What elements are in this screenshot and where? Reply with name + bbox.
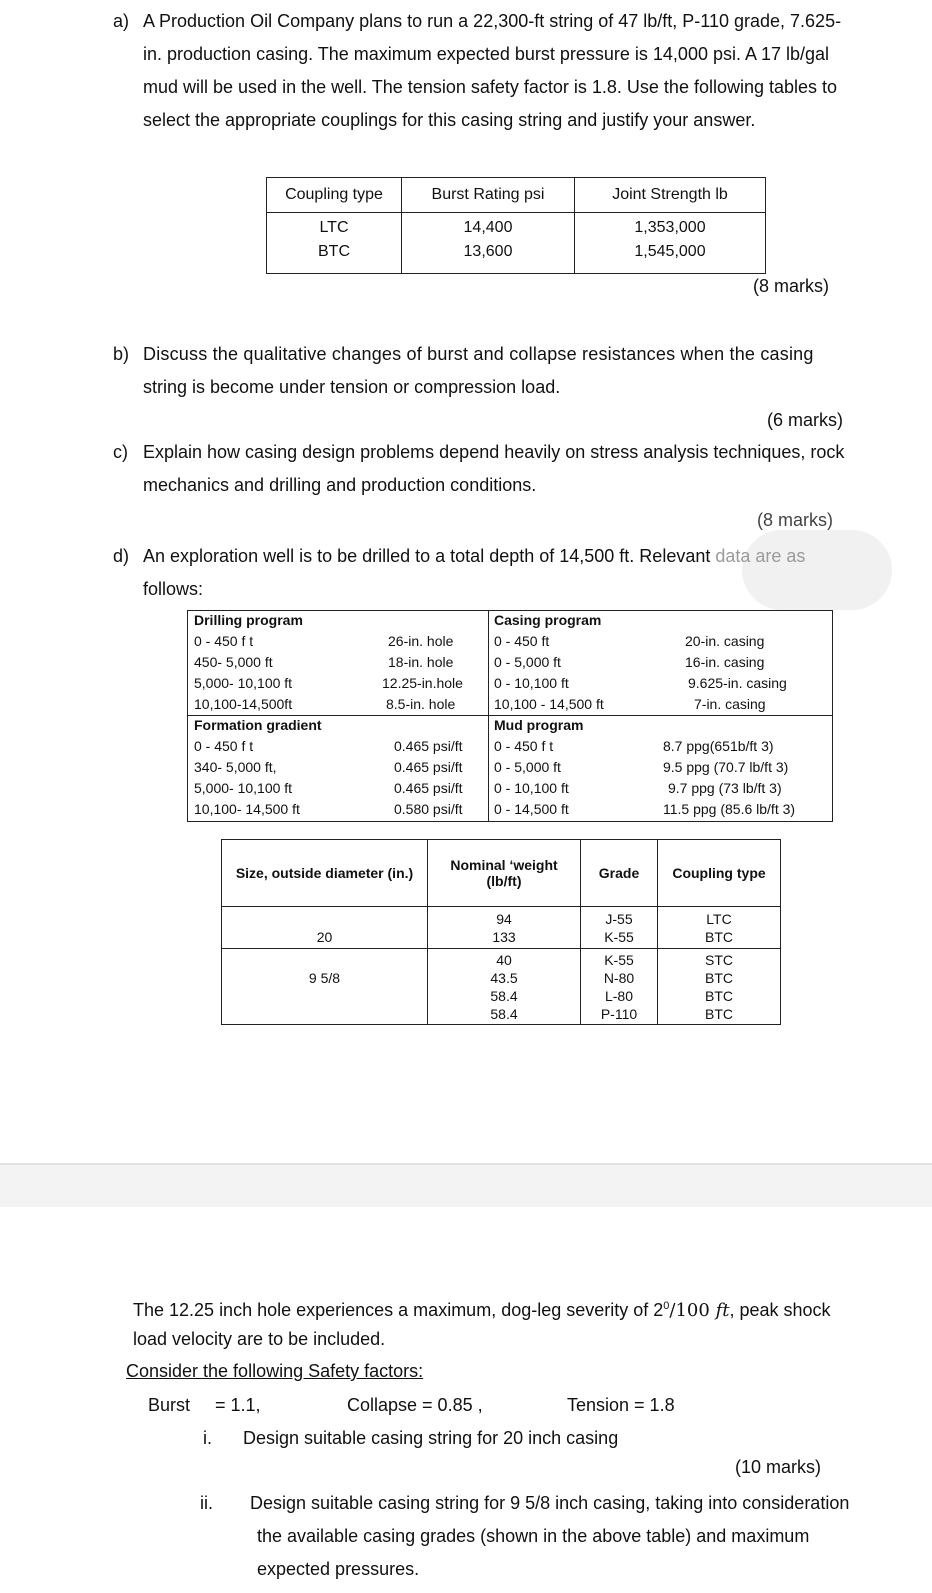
casing-interval: 0 - 450 ft [494,633,550,649]
question-c-marks: (8 marks) [757,510,833,530]
formation-gradient: 0.580 psi/ft [394,801,463,817]
item-ii-line: Design suitable casing string for 9 5/8 inch casing, taking into consideration [250,1493,850,1513]
coupling-cell: BTC [705,970,733,986]
casing-program-title: Casing program [494,612,602,628]
item-i-label: i. [203,1428,212,1448]
casing-size: 20-in. casing [685,633,765,649]
coupling-table-cell: LTC [267,213,402,244]
dogleg-unit: ft [715,1300,730,1321]
safety-factors-heading: Consider the following Safety factors: [126,1361,424,1381]
mud-weight: 9.5 ppg (70.7 lb/ft 3) [663,759,789,775]
question-a-line: select the appropriate couplings for this casing string and justify your answer. [143,110,756,130]
well-program-table [187,610,833,822]
question-b-marks: (6 marks) [767,410,843,430]
grade-cell: K-55 [604,929,634,945]
item-ii-line: the available casing grades (shown in the above table) and maximum [257,1526,810,1546]
tension-factor: Tension = 1.8 [567,1395,675,1415]
mud-weight: 11.5 ppg (85.6 lb/ft 3) [663,801,796,817]
hole-size: 12.25-in.hole [382,675,463,691]
dogleg-text-part: /100 [669,1300,716,1321]
shock-load-text: load velocity are to be included. [133,1329,386,1349]
coupling-cell: BTC [705,929,733,945]
weight-cell: 94 [496,911,512,927]
formation-gradient: 0.465 psi/ft [394,780,463,796]
coupling-cell: BTC [705,988,733,1004]
dogleg-text [133,1290,831,1327]
weight-cell: 40 [496,952,512,968]
coupling-table-cell: BTC [267,243,402,274]
coupling-table-header: Joint Strength lb [575,178,766,213]
item-i-marks: (10 marks) [735,1457,822,1477]
dogleg-superscript: 0 [663,1300,670,1312]
formation-interval: 5,000- 10,100 ft [194,780,293,796]
hole-size: 26-in. hole [388,633,454,649]
drilling-program-title: Drilling program [194,612,303,628]
coupling-table-cell: 13,600 [402,243,575,274]
page-break-divider [0,1163,932,1207]
weight-cell: 58.4 [490,1006,518,1022]
grade-cell: L-80 [604,988,634,1004]
coupling-table [266,177,766,274]
formation-interval: 340- 5,000 ft, [194,759,277,775]
formation-interval: 10,100- 14,500 ft [194,801,300,817]
weight-cell: 43.5 [490,970,518,986]
drilling-interval: 5,000- 10,100 ft [194,675,293,691]
grade-cell: P-110 [600,1006,638,1022]
casing-size: 7-in. casing [694,696,766,712]
casing-interval: 0 - 10,100 ft [494,675,569,691]
grade-cell: J-55 [605,911,633,927]
formation-interval: 0 - 450 f t [194,738,254,754]
question-a [113,5,903,137]
burst-label: Burst [148,1395,191,1415]
question-c-line: Explain how casing design problems depend heavily on stress analysis techniques, rock [143,442,845,462]
drilling-interval: 0 - 450 f t [194,633,254,649]
question-b-line: Discuss the qualitative changes of burst and collapse resistances when the casing [143,344,814,364]
coupling-cell: LTC [706,911,732,927]
casing-table-header: Grade [581,840,658,907]
casing-data-table [221,839,781,1025]
drilling-interval: 450- 5,000 ft [194,654,273,670]
question-c-line: mechanics and drilling and production conditions. [143,475,537,495]
grade-cell: K-55 [604,952,634,968]
question-c [113,436,903,502]
coupling-cell: STC [705,952,733,968]
mud-interval: 0 - 5,000 ft [494,759,561,775]
casing-size-cell: 9 5/8 [308,970,341,986]
question-b [113,338,903,404]
coupling-table-cell: 14,400 [402,213,575,244]
casing-size: 9.625-in. casing [688,675,787,691]
question-c-label: c) [113,442,128,462]
question-b-label: b) [113,344,130,364]
dogleg-text-part: , peak shock [729,1300,831,1320]
question-a-line: in. production casing. The maximum expected burst pressure is 14,000 psi. A 17 lb/gal [143,44,830,64]
question-d-label: d) [113,546,130,566]
casing-table-header: Size, outside diameter (in.) [222,840,428,907]
coupling-table-header: Coupling type [267,178,402,213]
casing-interval: 0 - 5,000 ft [494,654,561,670]
mud-weight: 9.7 ppg (73 lb/ft 3) [668,780,782,796]
formation-gradient: 0.465 psi/ft [394,738,463,754]
coupling-table-header: Burst Rating psi [402,178,575,213]
question-d [113,540,913,606]
coupling-cell: BTC [705,1006,733,1022]
dogleg-text-part: The 12.25 inch hole experiences a maximum, dog-leg severity of 2 [133,1300,664,1320]
mud-interval: 0 - 10,100 ft [494,780,569,796]
formation-gradient: 0.465 psi/ft [394,759,463,775]
mud-interval: 0 - 14,500 ft [494,801,569,817]
hole-size: 8.5-in. hole [386,696,456,712]
casing-interval: 10,100 - 14,500 ft [494,696,604,712]
question-d-line: An exploration well is to be drilled to a total depth of 14,500 ft. Relevant [143,546,711,566]
coupling-table-cell: 1,353,000 [575,213,766,244]
item-i-text: Design suitable casing string for 20 inch casing [243,1428,619,1448]
question-d-line: follows: [143,579,204,599]
casing-size: 16-in. casing [685,654,765,670]
question-a-marks: (8 marks) [753,276,829,296]
mud-weight: 8.7 ppg(651b/ft 3) [663,738,774,754]
question-d-faint-text: data are as [715,546,806,566]
question-a-line: A Production Oil Company plans to run a 22,300-ft string of 47 lb/ft, P-110 grade, 7.625- [143,11,842,31]
item-ii-label: ii. [200,1493,213,1513]
casing-table-header: Coupling type [658,840,781,907]
formation-gradient-title: Formation gradient [194,717,322,733]
question-b-line: string is become under tension or compression load. [143,377,561,397]
question-a-label: a) [113,11,130,31]
weight-cell: 58.4 [490,988,518,1004]
weight-cell: 133 [492,929,516,945]
hole-size: 18-in. hole [388,654,454,670]
item-ii-line: expected pressures. [257,1559,420,1579]
item-ii-text [250,1487,849,1586]
casing-size-cell: 20 [316,928,333,945]
question-a-line: mud will be used in the well. The tension safety factor is 1.8. Use the following tables to [143,77,838,97]
collapse-factor: Collapse = 0.85 , [347,1395,483,1415]
drilling-interval: 10,100-14,500ft [194,696,293,712]
burst-value: = 1.1, [215,1395,261,1415]
casing-table-header: Nominal ‘weight (lb/ft) [428,840,581,907]
mud-program-title: Mud program [494,717,584,733]
mud-interval: 0 - 450 f t [494,738,554,754]
grade-cell: N-80 [603,970,635,986]
coupling-table-cell: 1,545,000 [575,243,766,274]
